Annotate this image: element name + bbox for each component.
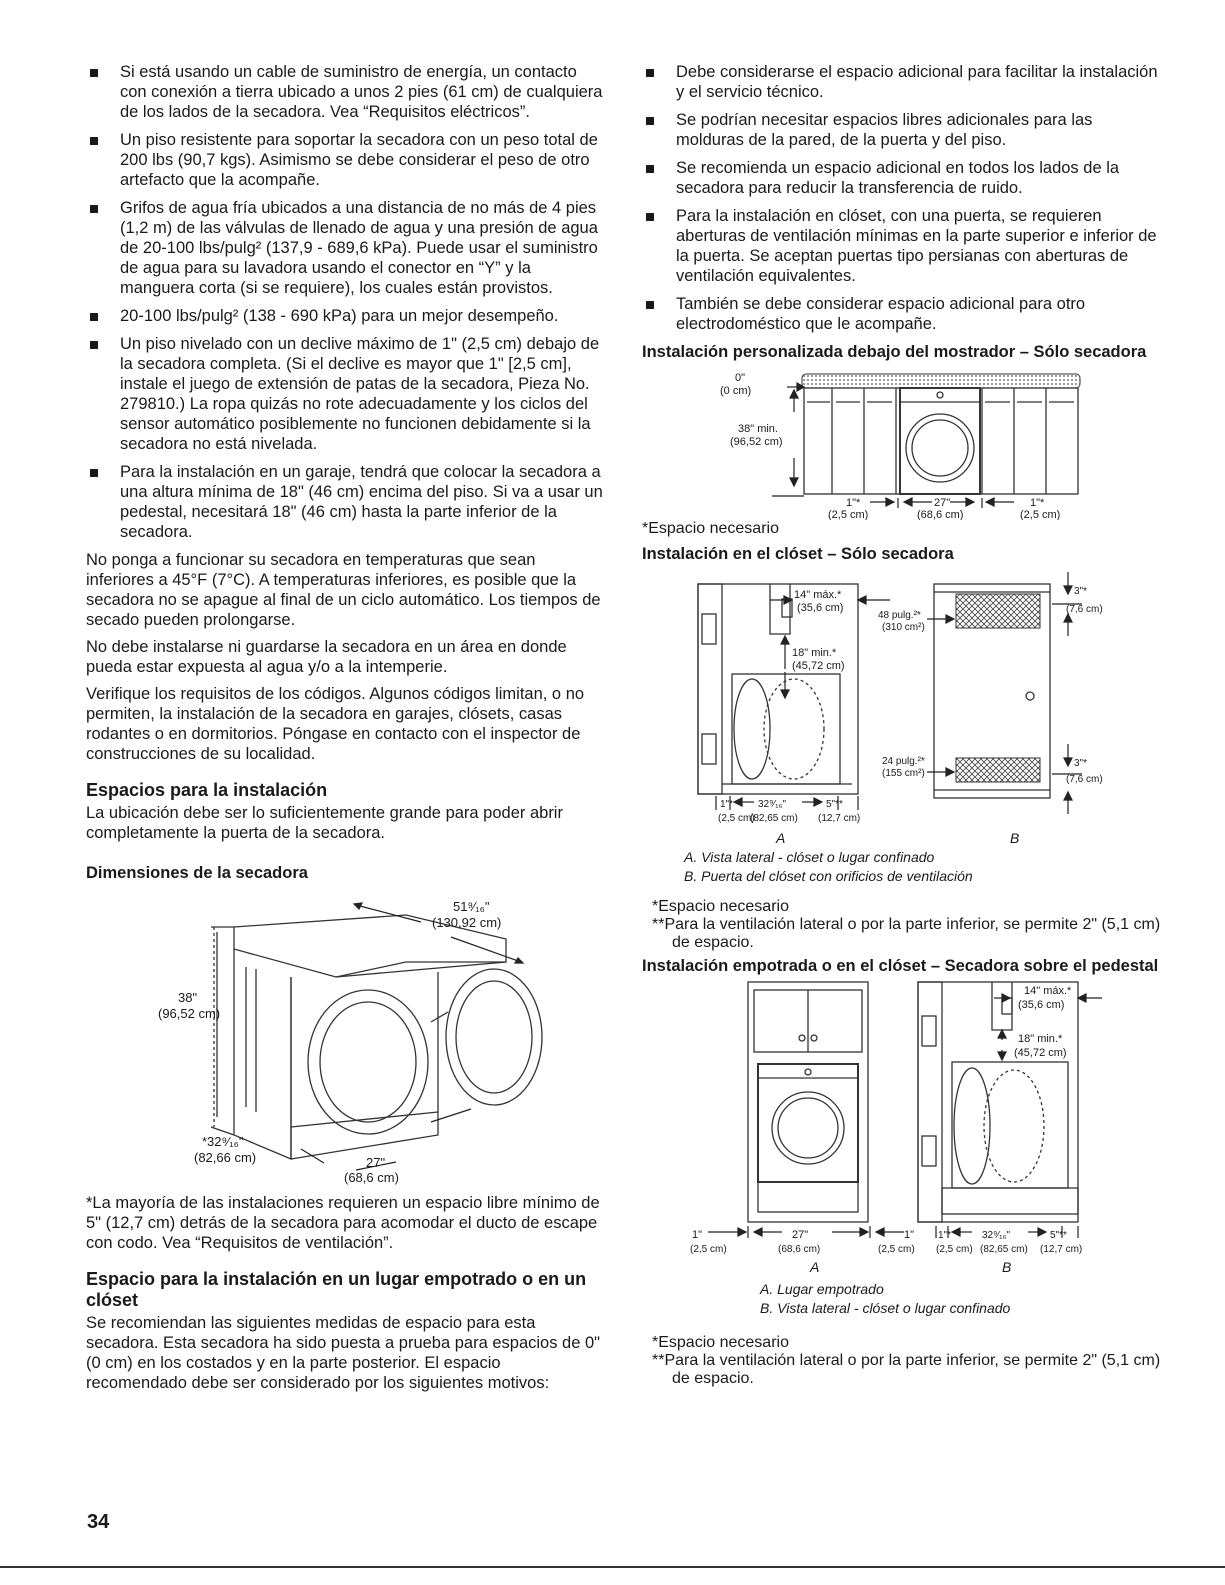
venting-note: **Para la ventilación lateral o por la parte inferior, se permite 2" (5,1 cm) de espacio.: [652, 1352, 1161, 1387]
left-gap-cm-label: (2,5 cm): [828, 509, 869, 520]
pedestal-drawing: [642, 976, 1162, 1276]
right-gap-label: 1"*: [1030, 497, 1045, 509]
b1-cm-label: (2,5 cm): [936, 1244, 973, 1255]
page-number: 34: [87, 1511, 110, 1533]
list-item: Grifos de agua fría ubicados a una distancia de no más de 4 pies (1,2 m) de las válvulas de llenado de agua y una presión de agua de 20-100 lbs/pulg² (137,9 - 689,6 kPa). Puede usar el suministro de agua para su lavadora usando el conector en “Y” y la manguera corta (si se requiere), los cuales están provistos.: [86, 198, 606, 298]
required-space-note: *Espacio necesario: [652, 898, 789, 915]
dryer-drawing: [86, 887, 606, 1187]
subsection-heading: Instalación personalizada debajo del mostrador – Sólo secadora: [642, 343, 1147, 361]
min-cm-label: (45,72 cm): [792, 660, 845, 672]
bottom-gap-cm-label: (7,6 cm): [1066, 774, 1103, 785]
area-top-label: 48 pulg.²*: [878, 610, 921, 621]
left-gap-label: 1"*: [846, 497, 861, 509]
center-width-label: 27": [934, 497, 951, 509]
right-gap-cm-label: (2,5 cm): [878, 1244, 915, 1255]
b2-label: 32⁹⁄₁₆": [982, 1230, 1011, 1241]
under-counter-drawing: [642, 362, 1162, 520]
list-item: Debe considerarse el espacio adicional para facilitar la instalación y el servicio técnico.: [642, 62, 1162, 102]
subsection-heading: Dimensiones de la secadora: [86, 864, 308, 882]
area-bottom-cm-label: (155 cm²): [882, 768, 925, 779]
figure-letter-b: B: [1002, 1259, 1012, 1275]
b1-cm-label: (2,5 cm): [718, 813, 755, 824]
closet-figure: [642, 564, 1162, 862]
top-gap-label: 3"*: [1074, 586, 1088, 597]
figure-caption: A. Vista lateral - clóset o lugar confinado: [684, 849, 935, 865]
list-item: Para la instalación en clóset, con una puerta, se requieren aberturas de ventilación mínimas en la parte superior e inferior de la puerta. Se aceptan puertas tipo persianas con aberturas de ventilación equivalentes.: [642, 206, 1162, 286]
left-gap-cm-label: (2,5 cm): [690, 1244, 727, 1255]
max-label: 14" máx.*: [1024, 985, 1072, 997]
center-width-label: 27": [792, 1229, 809, 1241]
bottom-gap-label: 3"*: [1074, 758, 1088, 769]
center-width-cm-label: (68,6 cm): [778, 1244, 821, 1255]
figure-letter-a: A: [776, 830, 786, 846]
subsection-heading: Instalación en el clóset – Sólo secadora: [642, 545, 954, 563]
height-cm-label: (96,52 cm): [158, 1006, 221, 1021]
max-label: 14" máx.*: [794, 589, 842, 601]
width-cm-label: (68,6 cm): [344, 1170, 399, 1185]
figure-letter-a: A: [810, 1259, 820, 1275]
b2-cm-label: (82,65 cm): [980, 1244, 1028, 1255]
list-item: 20-100 lbs/pulg² (138 - 690 kPa) para un mejor desempeño.: [86, 306, 606, 326]
area-bottom-label: 24 pulg.²*: [882, 756, 925, 767]
under-counter-figure: [642, 362, 1162, 520]
list-item: Un piso resistente para soportar la secadora con un peso total de 200 lbs (90,7 kgs). Asimismo se debe considerar el peso de otro artefacto que la acompañe.: [86, 130, 606, 190]
top-gap-label: 0": [735, 372, 746, 384]
top-gap-cm-label: (7,6 cm): [1066, 604, 1103, 615]
b3-label: 5"**: [826, 799, 843, 810]
right-gap-label: 1": [904, 1229, 915, 1241]
section-heading: Espacios para la instalación: [86, 780, 328, 800]
b3-cm-label: (12,7 cm): [1040, 1244, 1083, 1255]
b3-label: 5"**: [1050, 1230, 1067, 1241]
figure-letter-b: B: [1010, 830, 1020, 846]
side-label: *32⁹⁄₁₆": [202, 1134, 244, 1149]
depth-cm-label: (130,92 cm): [432, 915, 502, 930]
required-space-note: *Espacio necesario: [652, 1334, 789, 1351]
required-space-note: *Espacio necesario: [642, 520, 779, 537]
side-cm-label: (82,66 cm): [194, 1150, 257, 1165]
b2-cm-label: (82,65 cm): [750, 813, 798, 824]
center-width-cm-label: (68,6 cm): [917, 509, 964, 520]
pedestal-figure: [642, 976, 1162, 1276]
height-min-label: 38" min.: [738, 423, 778, 435]
depth-label: 51⁹⁄₁₆": [453, 899, 490, 914]
max-cm-label: (35,6 cm): [1018, 999, 1065, 1011]
left-column: [86, 62, 606, 1400]
paragraph: No debe instalarse ni guardarse la secadora en un área en donde pueda estar expuesta al agua y/o a la intemperie.: [86, 638, 567, 676]
b1-label: 1"*: [938, 1230, 952, 1241]
subsection-heading: Instalación empotrada o en el clóset – Secadora sobre el pedestal: [642, 957, 1159, 975]
list-item: Se recomienda un espacio adicional en todos los lados de la secadora para reducir la transferencia de ruido.: [642, 158, 1162, 198]
width-label: 27": [366, 1155, 386, 1170]
b3-cm-label: (12,7 cm): [818, 813, 861, 824]
figure-caption: A. Lugar empotrado: [760, 1281, 884, 1297]
dryer-dimensions-figure: [86, 887, 606, 1187]
list-item: También se debe considerar espacio adicional para otro electrodoméstico que le acompañe.: [642, 294, 1162, 334]
min-label: 18" min.*: [1018, 1033, 1063, 1045]
figure-caption: B. Puerta del clóset con orificios de ventilación: [684, 868, 973, 884]
top-gap-cm-label: (0 cm): [720, 385, 752, 397]
paragraph: Verifique los requisitos de los códigos. Algunos códigos limitan, o no permiten, la instalación de la secadora en garajes, clósets, casas rodantes o en dormitorios. Póngase en contacto con el inspector de construcciones de su localidad.: [86, 685, 585, 763]
min-label: 18" min.*: [792, 647, 837, 659]
paragraph: No ponga a funcionar su secadora en temperaturas que sean inferiores a 45°F (7°C). A temperaturas inferiores, es posible que la secadora no se apague al final de un ciclo automático. Los tiempos de secado pueden prolongarse.: [86, 551, 601, 629]
paragraph: Se recomiendan las siguientes medidas de espacio para esta secadora. Esta secadora ha sido puesta a prueba para espacios de 0" (0 cm) en los costados y en la parte posterior. El espacio recomendado debe ser considerado por los siguientes motivos:: [86, 1314, 601, 1392]
height-min-cm-label: (96,52 cm): [730, 436, 783, 448]
clearance-reasons-list: [642, 62, 1162, 334]
paragraph: La ubicación debe ser lo suficientemente grande para poder abrir completamente la puerta de la secadora.: [86, 804, 563, 842]
max-cm-label: (35,6 cm): [797, 602, 844, 614]
list-item: Si está usando un cable de suministro de energía, un contacto con conexión a tierra ubicado a unos 2 pies (61 cm) de cualquiera de los lados de la secadora. Vea “Requisitos eléctricos”.: [86, 62, 606, 122]
requirements-list: [86, 62, 606, 542]
list-item: Un piso nivelado con un declive máximo de 1" (2,5 cm) debajo de la secadora completa. (Si el declive es mayor que 1" [2,5 cm], instale el juego de extensión de patas de la secadora, Pieza No. 279810.) La ropa quizás no rote adecuadamente y los ciclos del sensor automático posiblemente no funcionen debidamente si la secadora no está nivelada.: [86, 334, 606, 454]
right-gap-cm-label: (2,5 cm): [1020, 509, 1061, 520]
bottom-rule: [0, 1566, 1225, 1568]
figure-caption: B. Vista lateral - clóset o lugar confinado: [760, 1300, 1011, 1316]
b2-label: 32⁹⁄₁₆": [758, 799, 787, 810]
left-gap-label: 1": [692, 1229, 703, 1241]
right-column: [642, 62, 1162, 1388]
dimensions-note: *La mayoría de las instalaciones requieren un espacio libre mínimo de 5" (12,7 cm) detrás de la secadora para acomodar el ducto de escape con codo. Vea “Requisitos de ventilación”.: [86, 1194, 600, 1252]
venting-note: **Para la ventilación lateral o por la parte inferior, se permite 2" (5,1 cm) de espacio.: [652, 916, 1161, 951]
height-label: 38": [178, 990, 198, 1005]
list-item: Se podrían necesitar espacios libres adicionales para las molduras de la pared, de la puerta y del piso.: [642, 110, 1162, 150]
b1-label: 1"*: [720, 799, 734, 810]
min-cm-label: (45,72 cm): [1014, 1047, 1067, 1059]
closet-drawing: [642, 564, 1162, 862]
section-heading: Espacio para la instalación en un lugar empotrado o en un clóset: [86, 1269, 587, 1310]
area-top-cm-label: (310 cm²): [882, 622, 925, 633]
list-item: Para la instalación en un garaje, tendrá que colocar la secadora a una altura mínima de 18" (46 cm) encima del piso. Si va a usar un pedestal, necesitará 18" (46 cm) hasta la parte inferior de la secadora.: [86, 462, 606, 542]
